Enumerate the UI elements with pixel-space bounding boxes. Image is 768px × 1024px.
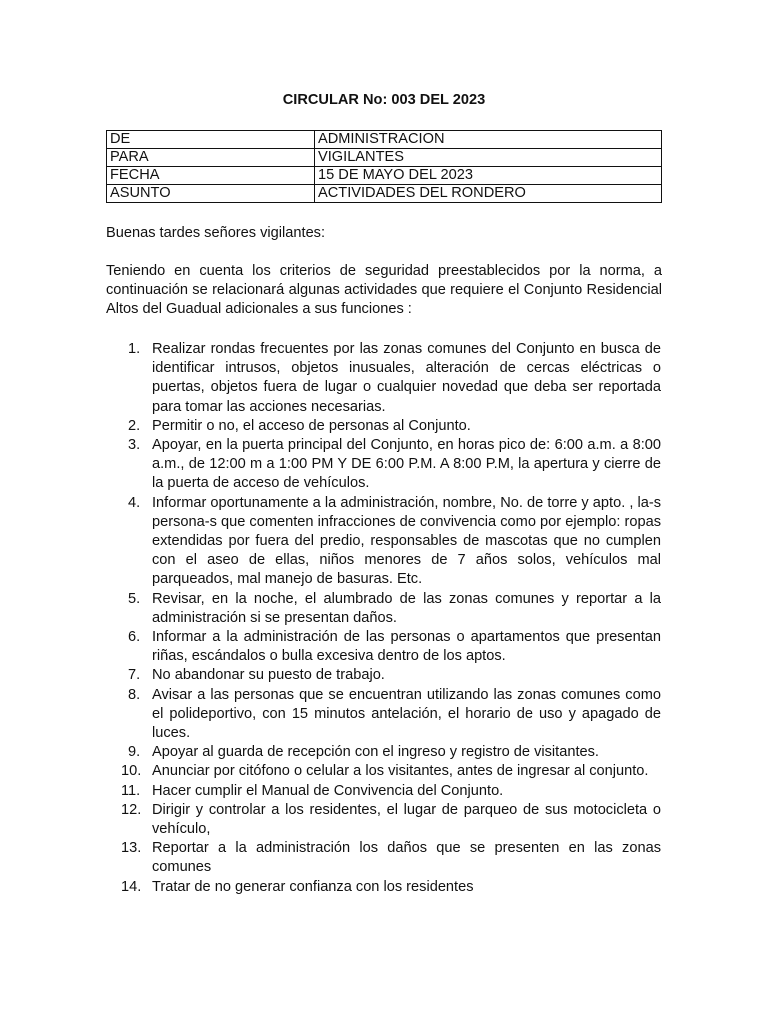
item-text: Avisar a las personas que se encuentran utilizando las zonas comunes como el polideportivo, con 15 minutos antelación, el horario de uso y apagado de luces. [152, 686, 661, 742]
field-label: PARA [107, 149, 315, 167]
item-number: 9. [128, 744, 141, 761]
item-number: 6. [128, 629, 141, 646]
header-table [106, 130, 662, 203]
item-text: Permitir o no, el acceso de personas al Conjunto. [152, 417, 471, 434]
field-value: 15 DE MAYO DEL 2023 [315, 167, 662, 185]
item-text: Tratar de no generar confianza con los residentes [152, 878, 474, 895]
item-text: Reportar a la administración los daños que se presenten en las zonas comunes [152, 840, 661, 876]
table-row [107, 131, 662, 149]
item-text: Hacer cumplir el Manual de Convivencia del Conjunto. [152, 782, 504, 799]
item-number: 12. [121, 801, 142, 818]
list-item [0, 628, 661, 666]
list-item [0, 436, 661, 494]
item-text: Anunciar por citófono o celular a los visitantes, antes de ingresar al conjunto. [152, 763, 649, 780]
list-item [0, 762, 661, 781]
list-item [0, 417, 661, 436]
list-item [0, 590, 661, 628]
greeting: Buenas tardes señores vigilantes: [106, 225, 326, 241]
list-item [0, 878, 661, 897]
list-item [0, 743, 661, 762]
table-row [107, 149, 662, 167]
intro-paragraph: Teniendo en cuenta los criterios de seguridad preestablecidos por la norma, a continuación se relacionará algunas actividades que requiere el Conjunto Residencial Altos del Guadual adicionales a sus funciones : [106, 263, 662, 318]
item-text: Revisar, en la noche, el alumbrado de las zonas comunes y reportar a la administración si se presentan daños. [152, 590, 661, 626]
item-number: 10. [121, 763, 142, 780]
item-text: Dirigir y controlar a los residentes, el lugar de parqueo de sus motocicleta o vehículo, [152, 801, 661, 838]
circular-title: CIRCULAR No: 003 DEL 2023 [282, 92, 486, 108]
table-row [107, 185, 662, 203]
item-number: 7. [128, 667, 141, 684]
activities-list [0, 340, 768, 897]
item-number: 4. [128, 494, 141, 511]
field-label: FECHA [107, 167, 315, 185]
item-number: 3. [128, 437, 141, 454]
list-item [0, 782, 661, 801]
field-value: ACTIVIDADES DEL RONDERO [315, 185, 662, 203]
item-text: Apoyar, en la puerta principal del Conjunto, en horas pico de: 6:00 a.m. a 8:00 a.m., de 12:00 m a 1:00 PM Y DE 6:00 P.M. A 8:00 P.M, la apertura y cierre de la puerta de acceso de vehículos. [152, 437, 661, 492]
item-number: 14. [121, 878, 142, 895]
field-value: VIGILANTES [315, 149, 662, 167]
list-item [0, 340, 661, 417]
list-item [0, 666, 661, 685]
item-text: Realizar rondas frecuentes por las zonas comunes del Conjunto en busca de identificar intrusos, objetos inusuales, alteración de cercas eléctricas o puertas, objetos fuera de lugar o cualquier novedad que deba ser reportada para tomar las acciones necesarias. [152, 341, 661, 415]
field-label: DE [107, 131, 315, 149]
item-number: 8. [128, 686, 141, 703]
item-number: 13. [121, 840, 142, 857]
list-item [0, 494, 661, 590]
list-item [0, 801, 661, 839]
item-number: 2. [128, 417, 141, 434]
item-text: Apoyar al guarda de recepción con el ingreso y registro de visitantes. [152, 744, 599, 761]
item-number: 11. [121, 782, 141, 799]
item-number: 1. [128, 341, 141, 357]
list-item [0, 686, 661, 744]
item-number: 5. [128, 590, 141, 607]
item-text: Informar a la administración de las personas o apartamentos que presentan riñas, escándalos o bulla excesiva dentro de los aptos. [152, 629, 661, 665]
table-row [107, 167, 662, 185]
field-value: ADMINISTRACION [315, 131, 662, 149]
field-label: ASUNTO [107, 185, 315, 203]
item-text: No abandonar su puesto de trabajo. [152, 667, 385, 684]
item-text: Informar oportunamente a la administración, nombre, No. de torre y apto. , la-s persona-s que comenten infracciones de convivencia como por ejemplo: ropas extendidas por fuera del predio, responsables de mascotas que no cumplen con el aseo de ellas, niños menores de 7 años solos, vehículos mal parqueados, mal manejo de basuras. Etc. [152, 494, 661, 588]
list-item [0, 839, 661, 877]
